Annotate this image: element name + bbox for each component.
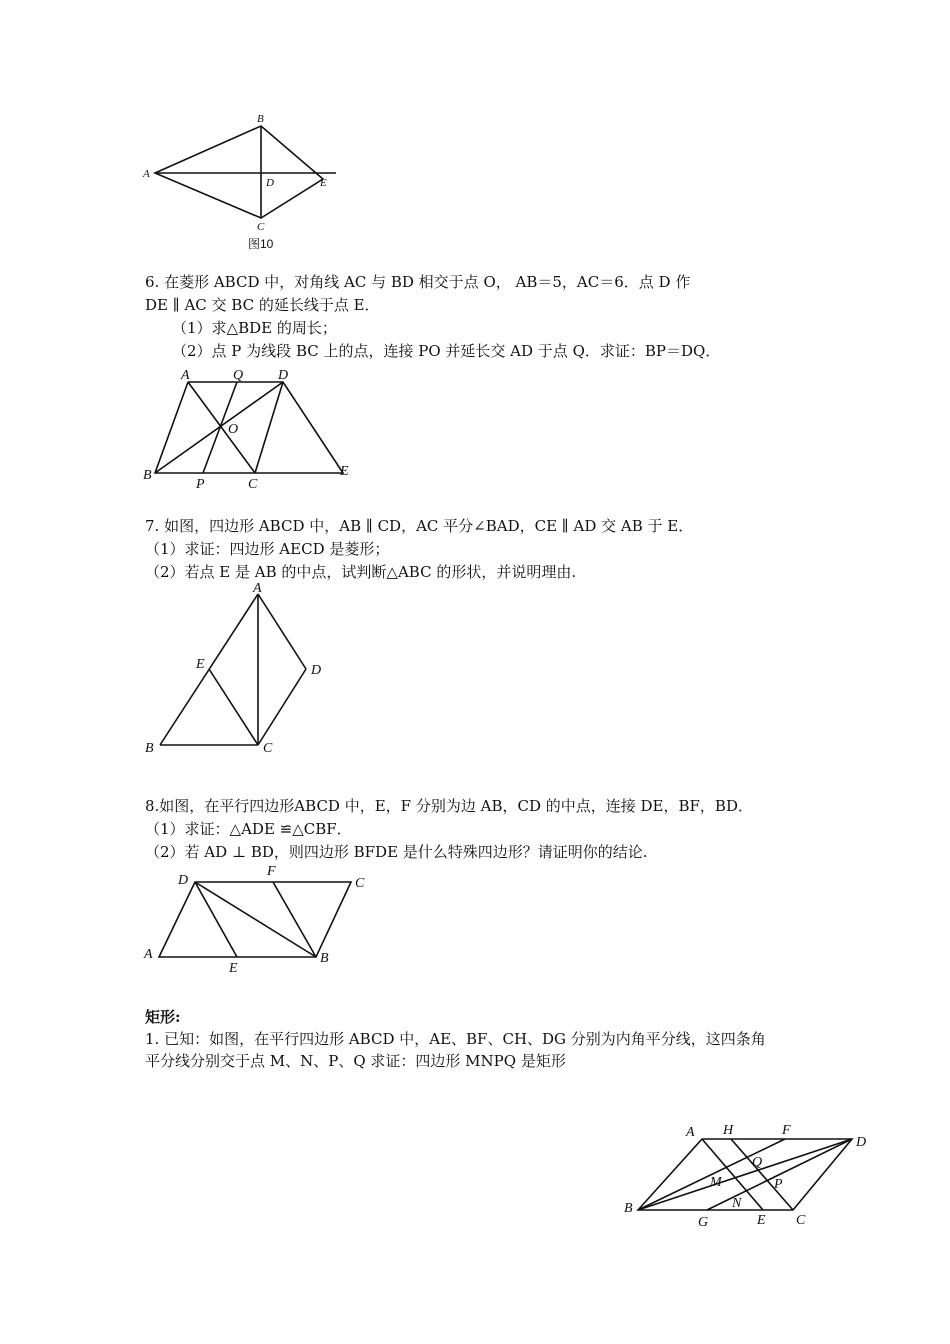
label-n: N — [732, 1196, 742, 1211]
figure-10 — [140, 110, 350, 260]
p6-line2: DE ∥ AC 交 BC 的延长线于点 E． — [145, 296, 380, 314]
quad-abed — [155, 382, 343, 473]
p6-question2: （2）点 P 为线段 BC 上的点，连接 PO 并延长交 AD 于点 Q．求证：BP＝DQ． — [172, 342, 721, 360]
label-e: E — [757, 1213, 766, 1228]
segment-dc — [255, 382, 283, 473]
label-q: Q — [233, 368, 244, 383]
p7-line1: 7. 如图，四边形 ABCD 中，AB ∥ CD，AC 平分∠BAD，CE ∥ AD 交 AB 于 E． — [145, 517, 694, 535]
label-c: C — [257, 221, 265, 233]
label-e: E — [229, 961, 238, 976]
label-f: F — [267, 864, 276, 879]
label-c: C — [248, 477, 258, 492]
kite-outline — [155, 126, 323, 218]
section-heading: 矩形: — [145, 1008, 181, 1026]
label-d: D — [856, 1135, 867, 1150]
label-e: E — [196, 657, 205, 672]
label-b: B — [257, 113, 264, 125]
label-b: B — [145, 741, 154, 756]
label-e: E — [320, 177, 327, 189]
p8-line1: 8.如图，在平行四边形ABCD 中，E，F 分别为边 AB，CD 的中点，连接 DE，BF，BD． — [145, 797, 753, 815]
rect-line2: 平分线分别交于点 M、N、P、Q 求证：四边形 MNPQ 是矩形 — [145, 1052, 566, 1070]
segment-db — [195, 882, 316, 957]
segment-bd — [155, 382, 283, 473]
rect-line1: 1. 已知：如图，在平行四边形 ABCD 中，AE、BF、CH、DG 分别为内角平分线，这四条角 — [145, 1030, 766, 1048]
label-m: M — [710, 1175, 722, 1190]
label-d: D — [311, 663, 322, 678]
label-e: E — [340, 464, 349, 479]
label-b: B — [143, 468, 152, 483]
label-b: B — [624, 1201, 633, 1216]
figure-p6 — [140, 362, 360, 492]
figure-rect — [620, 1118, 875, 1233]
label-c: C — [355, 876, 365, 891]
segment-dg — [707, 1139, 852, 1210]
segment-ac — [188, 382, 255, 473]
label-a: A — [143, 168, 150, 180]
label-h: H — [723, 1123, 734, 1138]
segment-ad — [258, 594, 306, 669]
label-a: A — [181, 368, 190, 383]
figure-p7 — [140, 582, 340, 757]
label-o: O — [228, 422, 239, 437]
p7-question1: （1）求证：四边形 AECD 是菱形； — [145, 540, 390, 558]
figure-caption: 图10 — [248, 237, 274, 251]
label-a: A — [144, 947, 153, 962]
label-d: D — [278, 368, 289, 383]
p8-question1: （1）求证：△ADE ≌△CBF． — [145, 820, 352, 838]
label-q: Q — [752, 1155, 763, 1170]
label-c: C — [263, 741, 273, 756]
label-f: F — [782, 1123, 791, 1138]
label-p: P — [774, 1177, 783, 1192]
label-c: C — [796, 1213, 806, 1228]
p7-question2: （2）若点 E 是 AB 的中点，试判断△ABC 的形状，并说明理由. — [145, 563, 577, 581]
segment-ec — [209, 669, 258, 745]
segment-dc — [258, 669, 306, 745]
label-b: B — [320, 951, 329, 966]
label-d: D — [266, 177, 274, 189]
p6-line1: 6. 在菱形 ABCD 中，对角线 AC 与 BD 相交于点 O， AB＝5，AC＝6．点 D 作 — [145, 273, 691, 291]
label-d: D — [178, 873, 189, 888]
segment-de — [195, 882, 237, 957]
p6-question1: （1）求△BDE 的周长； — [172, 319, 337, 337]
p8-question2: （2）若 AD ⊥ BD，则四边形 BFDE 是什么特殊四边形？请证明你的结论. — [145, 843, 648, 861]
label-a: A — [686, 1125, 695, 1140]
label-a: A — [253, 582, 262, 596]
figure-p8 — [140, 862, 375, 977]
label-p: P — [196, 477, 205, 492]
label-g: G — [698, 1215, 709, 1230]
segment-fb — [273, 882, 316, 957]
